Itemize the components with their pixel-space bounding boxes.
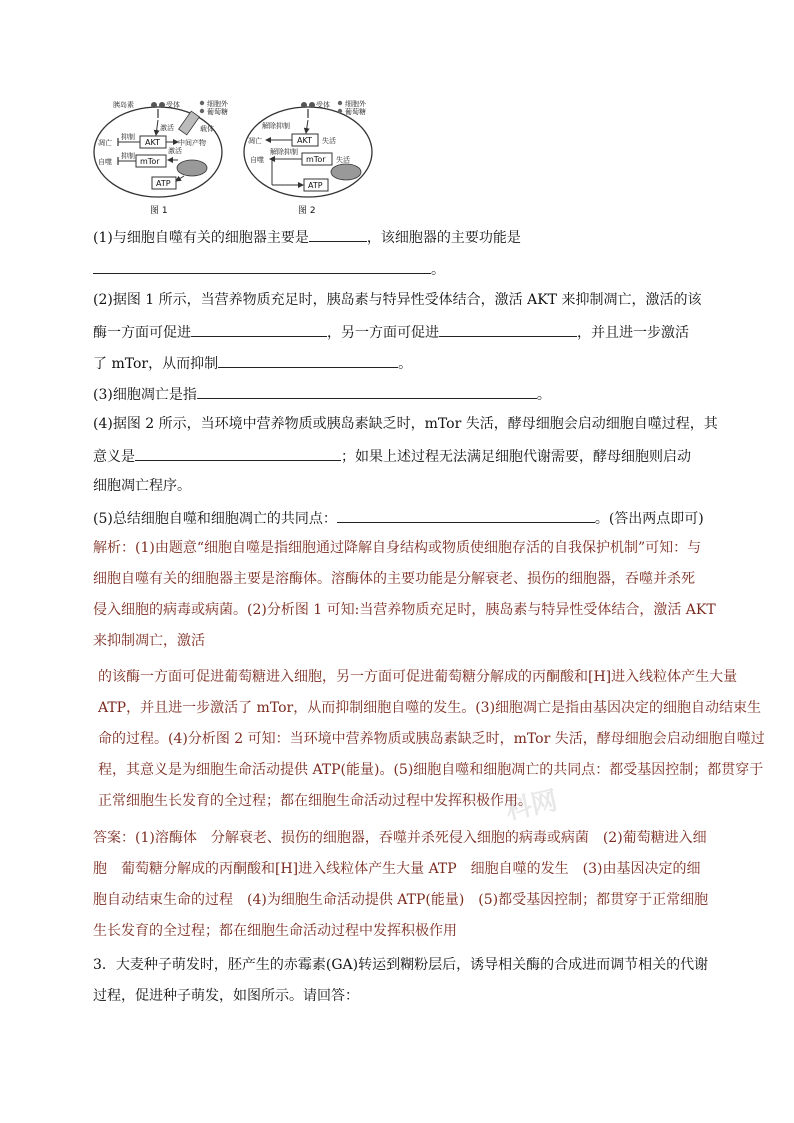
analysis-line: 正常细胞生长发育的全过程；都在细胞生命活动过程中发挥积极作用。 xyxy=(98,793,532,809)
q3-text-a: (3)细胞凋亡是指 xyxy=(93,387,197,403)
label-release-inhibit-2: 解除抑制 xyxy=(270,148,298,156)
question-4 xyxy=(93,414,718,434)
glucose-icon xyxy=(338,101,342,105)
label-autophagy: 自噬 xyxy=(250,156,264,164)
q1-blank-2[interactable] xyxy=(93,258,431,274)
question-2 xyxy=(93,290,701,310)
analysis-line: ATP，并且进一步激活了 mTor，从而抑制细胞自噬的发生。(3)细胞凋亡是指由基因决定的细胞自动结束生 xyxy=(98,700,762,716)
mitochondrion-icon xyxy=(331,164,361,180)
analysis-line: 解析：(1)由题意“细胞自噬是指细胞通过降解自身结构或物质使细胞存活的自我保护机制”可知：与 xyxy=(93,540,702,556)
label-extracellular: 细胞外 xyxy=(345,100,366,108)
label-apoptosis: 凋亡 xyxy=(248,137,262,145)
label-activate: 激活 xyxy=(160,124,174,132)
label-inhibit-2: 抑制 xyxy=(121,152,135,160)
question-4-cont-2 xyxy=(93,476,191,496)
analysis-line: 程，其意义是为细胞生命活动提供 ATP(能量)。(5)细胞自噬和细胞凋亡的共同点：都受基因控制；都贯穿于 xyxy=(98,762,764,778)
analysis-line: 来抑制凋亡，激活 xyxy=(93,633,205,649)
label-glucose: 葡萄糖 xyxy=(207,108,228,116)
q2-text-b: 酶一方面可促进 xyxy=(93,325,191,341)
question-3-next: 3．大麦种子萌发时，胚产生的赤霉素(GA)转运到糊粉层后，诱导相关酶的合成进而调节相关的代谢 xyxy=(93,957,709,973)
label-autophagy: 自噬 xyxy=(98,158,112,166)
q4-text-a: (4)据图 2 所示，当环境中营养物质或胰岛素缺乏时，mTor 失活，酵母细胞会启动细胞自噬过程，其 xyxy=(93,416,718,432)
question-4-cont xyxy=(93,445,691,467)
glucose-icon xyxy=(200,101,204,105)
q5-blank[interactable] xyxy=(337,507,595,523)
label-inactive-1: 失活 xyxy=(322,137,336,145)
label-receptor: 受体 xyxy=(316,101,330,109)
label-atp: ATP xyxy=(308,181,323,190)
label-mtor: mTor xyxy=(140,157,160,166)
label-glucose: 葡萄糖 xyxy=(345,108,366,116)
figure-1-caption: 图 1 xyxy=(150,206,168,216)
q2-text-c: ，另一方面可促进 xyxy=(327,325,439,341)
q2-text-a: (2)据图 1 所示，当营养物质充足时，胰岛素与特异性受体结合，激活 AKT 来抑制凋亡，激活的该 xyxy=(93,292,702,308)
q3-blank[interactable] xyxy=(197,383,537,399)
label-mtor: mTor xyxy=(306,155,326,164)
question-3 xyxy=(93,383,551,405)
question-2-cont-2 xyxy=(93,352,412,374)
receptor-icon xyxy=(151,102,157,108)
label-akt: AKT xyxy=(297,136,312,145)
q1-end: 。 xyxy=(431,262,445,278)
q2-blank-3[interactable] xyxy=(218,352,398,368)
receptor-icon xyxy=(301,102,307,108)
label-insulin: 胰岛素 xyxy=(113,101,134,109)
mitochondrion-icon xyxy=(177,160,207,176)
analysis-line: 的该酶一方面可促进葡萄糖进入细胞，另一方面可促进葡萄糖分解成的丙酮酸和[H]进入线粒体产生大量 xyxy=(98,669,738,685)
analysis-line: 命的过程。(4)分析图 2 可知：当环境中营养物质或胰岛素缺乏时，mTor 失活，酵母细胞会启动细胞自噬过 xyxy=(98,731,765,747)
carrier-icon xyxy=(179,111,200,135)
label-inhibit-1: 抑制 xyxy=(121,133,135,141)
question-1-cont xyxy=(93,258,445,280)
question-2-cont xyxy=(93,321,689,343)
q5-text-b: 。(答出两点即可) xyxy=(594,511,704,527)
figure-1 xyxy=(94,99,229,216)
label-inactive-2: 失活 xyxy=(336,156,350,164)
q4-text-b: 意义是 xyxy=(93,449,135,465)
answer-line: 生长发育的全过程；都在细胞生命活动过程中发挥积极作用 xyxy=(93,923,457,939)
label-extracellular: 细胞外 xyxy=(207,100,228,108)
analysis-line: 侵入细胞的病毒或病菌。(2)分析图 1 可知:当营养物质充足时，胰岛素与特异性受体结合，激活 AKT xyxy=(93,602,716,618)
answer-line: 胞 葡萄糖分解成的丙酮酸和[H]进入线粒体产生大量 ATP 细胞自噬的发生 (3)由基因决定的细 xyxy=(93,861,701,877)
watermark: 科网 xyxy=(502,785,561,827)
question-5 xyxy=(93,507,704,529)
answer-line: 胞自动结束生命的过程 (4)为细胞生命活动提供 ATP(能量) (5)都受基因控制；都贯穿于正常细胞 xyxy=(93,892,709,908)
q1-text-b: ，该细胞器的主要功能是 xyxy=(366,230,521,246)
label-akt: AKT xyxy=(145,138,160,147)
q4-blank[interactable] xyxy=(135,445,341,461)
q4-text-d: 细胞凋亡程序。 xyxy=(93,478,191,494)
q4-text-c: ；如果上述过程无法满足细胞代谢需要，酵母细胞则启动 xyxy=(341,449,691,465)
label-activate-2: 激活 xyxy=(168,147,182,155)
label-receptor: 受体 xyxy=(166,101,180,109)
q2-text-d: ，并且进一步激活 xyxy=(577,325,689,341)
q2-end: 。 xyxy=(398,356,413,372)
question-3-next-cont: 过程，促进种子萌发，如图所示。请回答： xyxy=(93,988,359,1004)
label-apoptosis: 凋亡 xyxy=(98,139,112,147)
q2-blank-1[interactable] xyxy=(191,321,327,337)
question-1 xyxy=(93,226,521,248)
figure-2 xyxy=(244,99,372,216)
q5-text-a: (5)总结细胞自噬和细胞凋亡的共同点： xyxy=(93,511,337,527)
q2-blank-2[interactable] xyxy=(439,321,577,337)
answer-line: 答案：(1)溶酶体 分解衰老、损伤的细胞器，吞噬并杀死侵入细胞的病毒或病菌 (2)葡萄糖进入细 xyxy=(93,830,707,846)
label-intermediate: 中间产物 xyxy=(178,139,206,147)
figure-2-caption: 图 2 xyxy=(298,206,316,216)
figures xyxy=(0,0,794,220)
q3-end: 。 xyxy=(536,387,551,403)
q1-blank-1[interactable] xyxy=(309,226,367,242)
analysis-line: 细胞自噬有关的细胞器主要是溶酶体。溶酶体的主要功能是分解衰老、损伤的细胞器，吞噬并杀死 xyxy=(93,571,695,587)
label-release-inhibit-1: 解除抑制 xyxy=(262,122,290,130)
label-atp: ATP xyxy=(156,179,171,188)
label-carrier: 载体 xyxy=(200,125,214,133)
q1-text-a: (1)与细胞自噬有关的细胞器主要是 xyxy=(93,230,309,246)
q2-text-e: 了 mTor，从而抑制 xyxy=(93,356,219,372)
